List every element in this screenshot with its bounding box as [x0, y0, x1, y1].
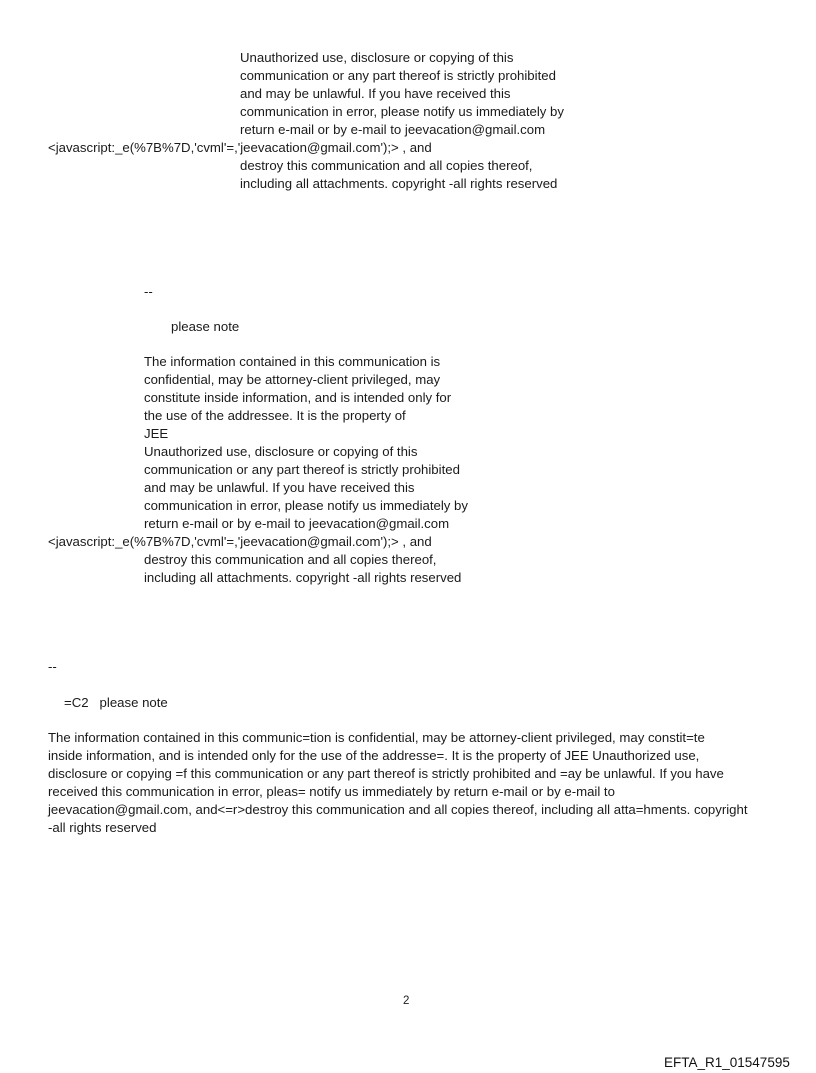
block2-line: including all attachments. copyright -all rights reserved [144, 570, 462, 585]
block1-line: destroy this communication and all copies thereof, [240, 158, 533, 173]
block3-please-note: =C2 please note [64, 695, 168, 710]
block3-line: The information contained in this communic=tion is confidential, may be attorney-client privileged, may constit=te [48, 730, 705, 745]
block1-line: including all attachments. copyright -all rights reserved [240, 176, 558, 191]
block2-line: destroy this communication and all copies thereof, [144, 552, 437, 567]
block1-javascript-link: <javascript:_e(%7B%7D,'cvml'=,'jeevacation@gmail.com');> , and [48, 140, 432, 155]
block2-line: confidential, may be attorney-client privileged, may [144, 372, 441, 387]
block2-line: communication in error, please notify us immediately by [144, 498, 468, 513]
block2-line: return e-mail or by e-mail to jeevacation@gmail.com [144, 516, 450, 531]
document-id: EFTA_R1_01547595 [664, 1055, 790, 1070]
block2-line: the use of the addressee. It is the property of [144, 408, 406, 423]
block3-separator: -- [48, 659, 57, 674]
block1-line: return e-mail or by e-mail to jeevacation@gmail.com [240, 122, 546, 137]
block2-line: The information contained in this communication is [144, 354, 441, 369]
block2-separator: -- [144, 284, 153, 299]
block3-line: -all rights reserved [48, 820, 157, 835]
block3-line: received this communication in error, pleas= notify us immediately by return e-mail or by e-mail to [48, 784, 615, 799]
page-number: 2 [403, 995, 410, 1007]
block3-line: disclosure or copying =f this communication or any part thereof is strictly prohibited and =ay be unlawful. If you have [48, 766, 724, 781]
block2-line: JEE [144, 426, 169, 441]
block1-line: communication in error, please notify us immediately by [240, 104, 564, 119]
block2-please-note: please note [171, 319, 240, 334]
block2-line: and may be unlawful. If you have received this [144, 480, 415, 495]
block2-javascript-link: <javascript:_e(%7B%7D,'cvml'=,'jeevacation@gmail.com');> , and [48, 534, 432, 549]
block1-line: Unauthorized use, disclosure or copying of this [240, 50, 514, 65]
block1-line: communication or any part thereof is strictly prohibited [240, 68, 556, 83]
block3-line: jeevacation@gmail.com, and<=r>destroy this communication and all copies thereof, including all atta=hments. copyright [48, 802, 748, 817]
block3-line: inside information, and is intended only for the use of the addresse=. It is the property of JEE Unauthorized use, [48, 748, 700, 763]
block2-line: constitute inside information, and is intended only for [144, 390, 452, 405]
block1-line: and may be unlawful. If you have received this [240, 86, 511, 101]
block2-line: communication or any part thereof is strictly prohibited [144, 462, 460, 477]
block2-line: Unauthorized use, disclosure or copying of this [144, 444, 418, 459]
